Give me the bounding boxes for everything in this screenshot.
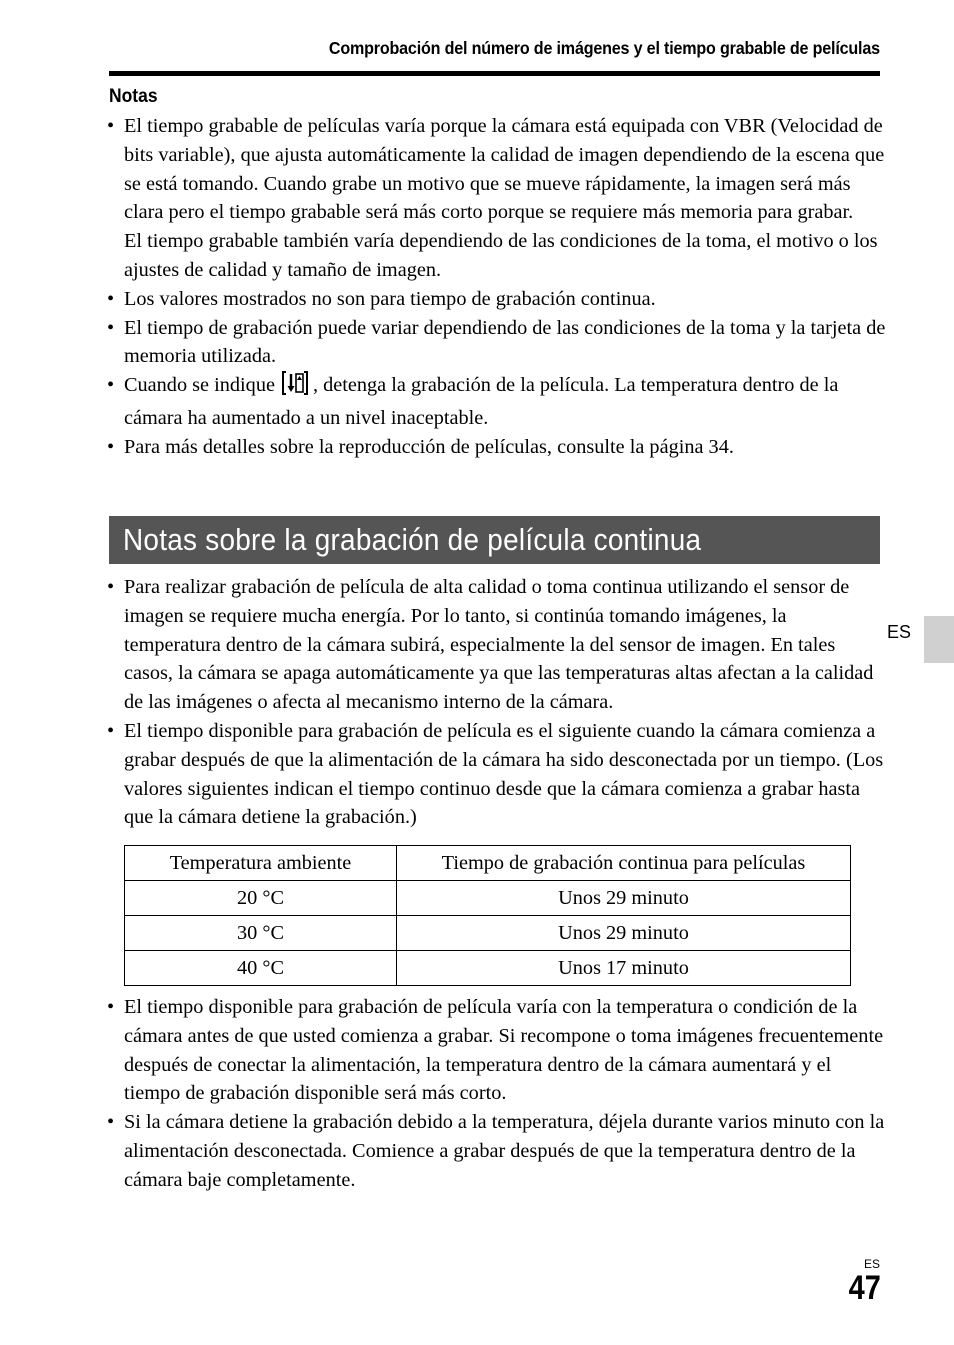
table-cell: 30 °C xyxy=(125,916,397,951)
bullet: • xyxy=(107,996,115,1018)
list-item xyxy=(107,371,887,433)
table-cell: 20 °C xyxy=(125,881,397,916)
list-item xyxy=(107,314,887,372)
table-header: Tiempo de grabación continua para películas xyxy=(397,846,851,881)
running-header: Comprobación del número de imágenes y el tiempo grabable de películas xyxy=(329,38,880,58)
section-list xyxy=(107,993,887,1195)
notes-list xyxy=(107,112,887,462)
note-text: El tiempo de grabación puede variar dependiendo de las condiciones de la toma y la tarjeta de memoria utilizada. xyxy=(124,316,886,368)
note-paragraph: El tiempo grabable también varía dependiendo de las condiciones de la toma, el motivo o los ajustes de calidad y tamaño de imagen. xyxy=(124,230,878,281)
list-item xyxy=(107,1108,887,1194)
table-header: Temperatura ambiente xyxy=(125,846,397,881)
section-list xyxy=(107,573,887,832)
note-text: Para más detalles sobre la reproducción de películas, consulte la página 34. xyxy=(124,435,734,458)
header-rule xyxy=(109,71,880,76)
bullet: • xyxy=(107,115,115,137)
section-title-bar xyxy=(109,516,880,564)
table-cell: Unos 29 minuto xyxy=(397,881,851,916)
table-cell: Unos 29 minuto xyxy=(397,916,851,951)
list-item xyxy=(107,112,887,285)
bullet: • xyxy=(107,374,115,397)
list-item xyxy=(107,993,887,1108)
note-text: , detenga la grabación de la película. La temperatura dentro de la cámara ha aumentado a un nivel inaceptable. xyxy=(124,374,839,429)
section-text: El tiempo disponible para grabación de película es el siguiente cuando la cámara comienza a grabar después de que la alimentación de la cámara ha sido desconectada por un tiempo. (Los valores siguientes indican el tiempo continuo desde que la cámara comienza a grabar hasta que la cámara detiene la grabación.) xyxy=(124,719,884,829)
page-number: 47 xyxy=(848,1269,881,1307)
table-header-row xyxy=(125,846,851,881)
section-text: Si la cámara detiene la grabación debido a la temperatura, déjela durante varios minuto con la alimentación desconectada. Comience a grabar después de que la temperatura dentro de la cámara baje completamente. xyxy=(124,1111,885,1191)
list-item xyxy=(107,285,887,314)
language-tab-label: ES xyxy=(887,622,912,642)
table-row xyxy=(125,881,851,916)
note-paragraph: El tiempo grabable de películas varía porque la cámara está equipada con VBR (Velocidad de bits variable), que ajusta automáticamente la calidad de imagen dependiendo de la escena que se está tomando. Cuando grabe un motivo que se mueve rápidamente, la imagen será más clara pero el tiempo grabable será más corto porque se requiere más memoria para grabar. xyxy=(124,115,885,224)
bullet: • xyxy=(107,1111,115,1134)
section-title: Notas sobre la grabación de película continua xyxy=(123,522,702,557)
bullet: • xyxy=(107,435,115,458)
list-item xyxy=(107,717,887,832)
table-cell: 40 °C xyxy=(125,951,397,986)
note-text: Cuando se indique xyxy=(124,374,275,397)
table-row xyxy=(125,951,851,986)
bullet: • xyxy=(107,576,115,598)
list-item xyxy=(107,433,887,462)
recording-time-table xyxy=(124,845,851,986)
section-text: El tiempo disponible para grabación de película varía con la temperatura o condición de la cámara antes de que usted comienza a grabar. Si recompone o toma imágenes frecuentemente después de conectar la alimentación, la temperatura dentro de la cámara aumentará y el tiempo de grabación disponible será más corto. xyxy=(124,996,884,1105)
bullet: • xyxy=(107,719,115,742)
section-text: Para realizar grabación de película de alta calidad o toma continua utilizando el sensor de imagen se requiere mucha energía. Por lo tanto, si continúa tomando imágenes, la temperatura dentro de la cámara subirá, especialmente la del sensor de imagen. En tales casos, la cámara se apaga automáticamente ya que las temperaturas altas afectan a la calidad de las imágenes o afecta al mecanismo interno de la cámara. xyxy=(124,576,874,714)
notes-heading: Notas xyxy=(109,86,158,107)
list-item xyxy=(107,573,887,717)
table-cell: Unos 17 minuto xyxy=(397,951,851,986)
language-side-tab xyxy=(924,616,954,663)
bullet: • xyxy=(107,287,115,310)
note-text: Los valores mostrados no son para tiempo de grabación continua. xyxy=(124,287,656,310)
footer-language: ES xyxy=(863,1257,880,1271)
table-row xyxy=(125,916,851,951)
temperature-warning-icon xyxy=(281,371,309,404)
bullet: • xyxy=(107,316,115,339)
